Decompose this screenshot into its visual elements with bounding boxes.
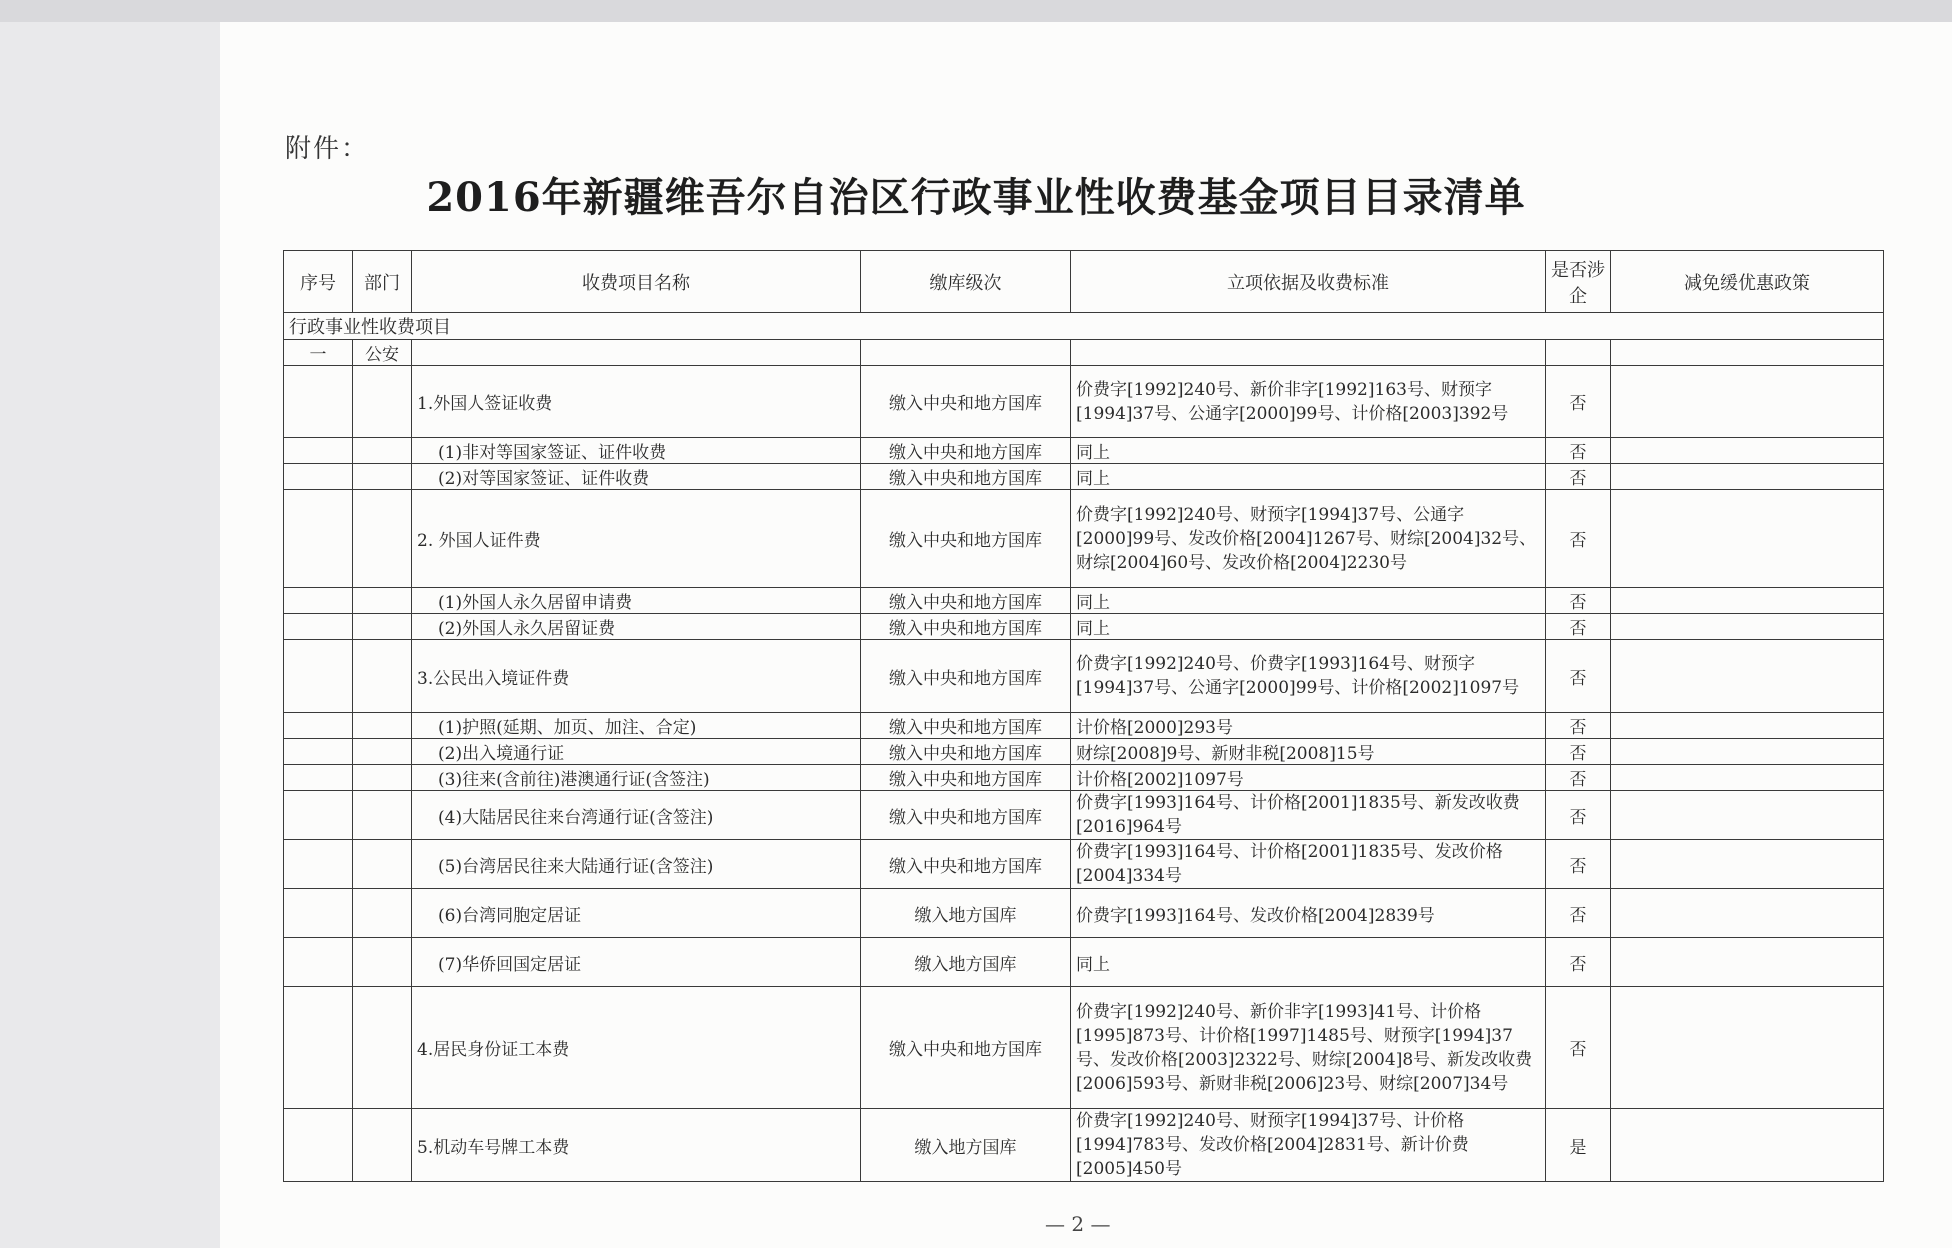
- item-name: 2. 外国人证件费: [412, 490, 861, 588]
- item-enterprise: 否: [1546, 791, 1611, 840]
- item-level: 缴入中央和地方国库: [861, 588, 1071, 614]
- item-name: (3)往来(含前往)港澳通行证(含签注): [412, 765, 861, 791]
- item-level: 缴入中央和地方国库: [861, 739, 1071, 765]
- table-row: [284, 889, 1884, 938]
- item-enterprise: 否: [1546, 588, 1611, 614]
- table-row: [284, 987, 1884, 1109]
- item-basis: 同上: [1071, 464, 1546, 490]
- group-dept: 公安: [353, 340, 412, 366]
- item-enterprise: 是: [1546, 1109, 1611, 1182]
- item-basis: 计价格[2002]1097号: [1071, 765, 1546, 791]
- item-level: 缴入中央和地方国库: [861, 614, 1071, 640]
- group-index: 一: [284, 340, 353, 366]
- table-row: [284, 464, 1884, 490]
- item-enterprise: 否: [1546, 464, 1611, 490]
- fee-table: [283, 250, 1884, 1182]
- item-level: 缴入中央和地方国库: [861, 464, 1071, 490]
- page-number: — 2 —: [1045, 1212, 1111, 1236]
- item-basis: 计价格[2000]293号: [1071, 713, 1546, 739]
- table-row: [284, 938, 1884, 987]
- table-row: [284, 1109, 1884, 1182]
- col-header-basis: 立项依据及收费标准: [1071, 251, 1546, 313]
- col-header-index: 序号: [284, 251, 353, 313]
- table-row: [284, 490, 1884, 588]
- item-name: 5.机动车号牌工本费: [412, 1109, 861, 1182]
- scan-top-strip: [0, 0, 1952, 22]
- table-row: [284, 614, 1884, 640]
- item-enterprise: 否: [1546, 938, 1611, 987]
- item-basis: 价费字[1993]164号、计价格[2001]1835号、发改价格[2004]334号: [1071, 840, 1546, 889]
- item-level: 缴入中央和地方国库: [861, 366, 1071, 438]
- table-row: [284, 791, 1884, 840]
- item-name: (1)护照(延期、加页、加注、合定): [412, 713, 861, 739]
- col-header-enterprise: 是否涉企: [1546, 251, 1611, 313]
- page-title: 2016年新疆维吾尔自治区行政事业性收费基金项目目录清单: [426, 174, 1526, 221]
- item-enterprise: 否: [1546, 614, 1611, 640]
- item-name: (6)台湾同胞定居证: [412, 889, 861, 938]
- item-enterprise: 否: [1546, 987, 1611, 1109]
- table-row: [284, 588, 1884, 614]
- item-basis: 价费字[1993]164号、发改价格[2004]2839号: [1071, 889, 1546, 938]
- item-enterprise: 否: [1546, 765, 1611, 791]
- table-row: [284, 438, 1884, 464]
- header-row: [284, 251, 1884, 313]
- item-level: 缴入中央和地方国库: [861, 987, 1071, 1109]
- item-name: (4)大陆居民往来台湾通行证(含签注): [412, 791, 861, 840]
- item-level: 缴入中央和地方国库: [861, 490, 1071, 588]
- item-level: 缴入中央和地方国库: [861, 840, 1071, 889]
- table-row: [284, 640, 1884, 713]
- col-header-policy: 减免缓优惠政策: [1611, 251, 1884, 313]
- item-basis: 同上: [1071, 438, 1546, 464]
- table-row: [284, 713, 1884, 739]
- item-name: (2)对等国家签证、证件收费: [412, 464, 861, 490]
- item-level: 缴入地方国库: [861, 938, 1071, 987]
- item-name: (2)外国人永久居留证费: [412, 614, 861, 640]
- table-row: [284, 840, 1884, 889]
- item-enterprise: 否: [1546, 739, 1611, 765]
- group-row: [284, 340, 1884, 366]
- section-row: [284, 313, 1884, 340]
- item-level: 缴入中央和地方国库: [861, 438, 1071, 464]
- item-level: 缴入中央和地方国库: [861, 640, 1071, 713]
- attachment-label: 附件：: [285, 134, 370, 164]
- col-header-level: 缴库级次: [861, 251, 1071, 313]
- item-name: 1.外国人签证收费: [412, 366, 861, 438]
- item-level: 缴入地方国库: [861, 1109, 1071, 1182]
- item-name: (7)华侨回国定居证: [412, 938, 861, 987]
- table-row: [284, 765, 1884, 791]
- item-basis: 价费字[1992]240号、财预字[1994]37号、计价格[1994]783号、发改价格[2004]2831号、新计价费[2005]450号: [1071, 1109, 1546, 1182]
- item-enterprise: 否: [1546, 366, 1611, 438]
- item-enterprise: 否: [1546, 438, 1611, 464]
- item-name: (1)非对等国家签证、证件收费: [412, 438, 861, 464]
- item-basis: 价费字[1992]240号、财预字[1994]37号、公通字[2000]99号、发改价格[2004]1267号、财综[2004]32号、财综[2004]60号、发改价格[2004]2230号: [1071, 490, 1546, 588]
- item-basis: 价费字[1992]240号、新价非字[1992]163号、财预字[1994]37号、公通字[2000]99号、计价格[2003]392号: [1071, 366, 1546, 438]
- item-name: 4.居民身份证工本费: [412, 987, 861, 1109]
- item-enterprise: 否: [1546, 490, 1611, 588]
- item-enterprise: 否: [1546, 640, 1611, 713]
- table-row: [284, 366, 1884, 438]
- item-basis: 同上: [1071, 588, 1546, 614]
- item-level: 缴入地方国库: [861, 889, 1071, 938]
- item-enterprise: 否: [1546, 840, 1611, 889]
- item-name: (5)台湾居民往来大陆通行证(含签注): [412, 840, 861, 889]
- item-level: 缴入中央和地方国库: [861, 791, 1071, 840]
- item-name: (2)出入境通行证: [412, 739, 861, 765]
- col-header-name: 收费项目名称: [412, 251, 861, 313]
- item-basis: 同上: [1071, 938, 1546, 987]
- col-header-dept: 部门: [353, 251, 412, 313]
- item-level: 缴入中央和地方国库: [861, 713, 1071, 739]
- section-title: 行政事业性收费项目: [284, 313, 1884, 340]
- item-basis: 同上: [1071, 614, 1546, 640]
- table-row: [284, 739, 1884, 765]
- item-basis: 价费字[1992]240号、价费字[1993]164号、财预字[1994]37号、公通字[2000]99号、计价格[2002]1097号: [1071, 640, 1546, 713]
- item-enterprise: 否: [1546, 713, 1611, 739]
- item-level: 缴入中央和地方国库: [861, 765, 1071, 791]
- item-basis: 财综[2008]9号、新财非税[2008]15号: [1071, 739, 1546, 765]
- item-name: (1)外国人永久居留申请费: [412, 588, 861, 614]
- item-name: 3.公民出入境证件费: [412, 640, 861, 713]
- item-basis: 价费字[1993]164号、计价格[2001]1835号、新发改收费[2016]964号: [1071, 791, 1546, 840]
- item-enterprise: 否: [1546, 889, 1611, 938]
- item-basis: 价费字[1992]240号、新价非字[1993]41号、计价格[1995]873号、计价格[1997]1485号、财预字[1994]37号、发改价格[2003]2322号、财综[2004]8号、新发改收费[2006]593号、新财非税[2006]23号、财综[2007]34号: [1071, 987, 1546, 1109]
